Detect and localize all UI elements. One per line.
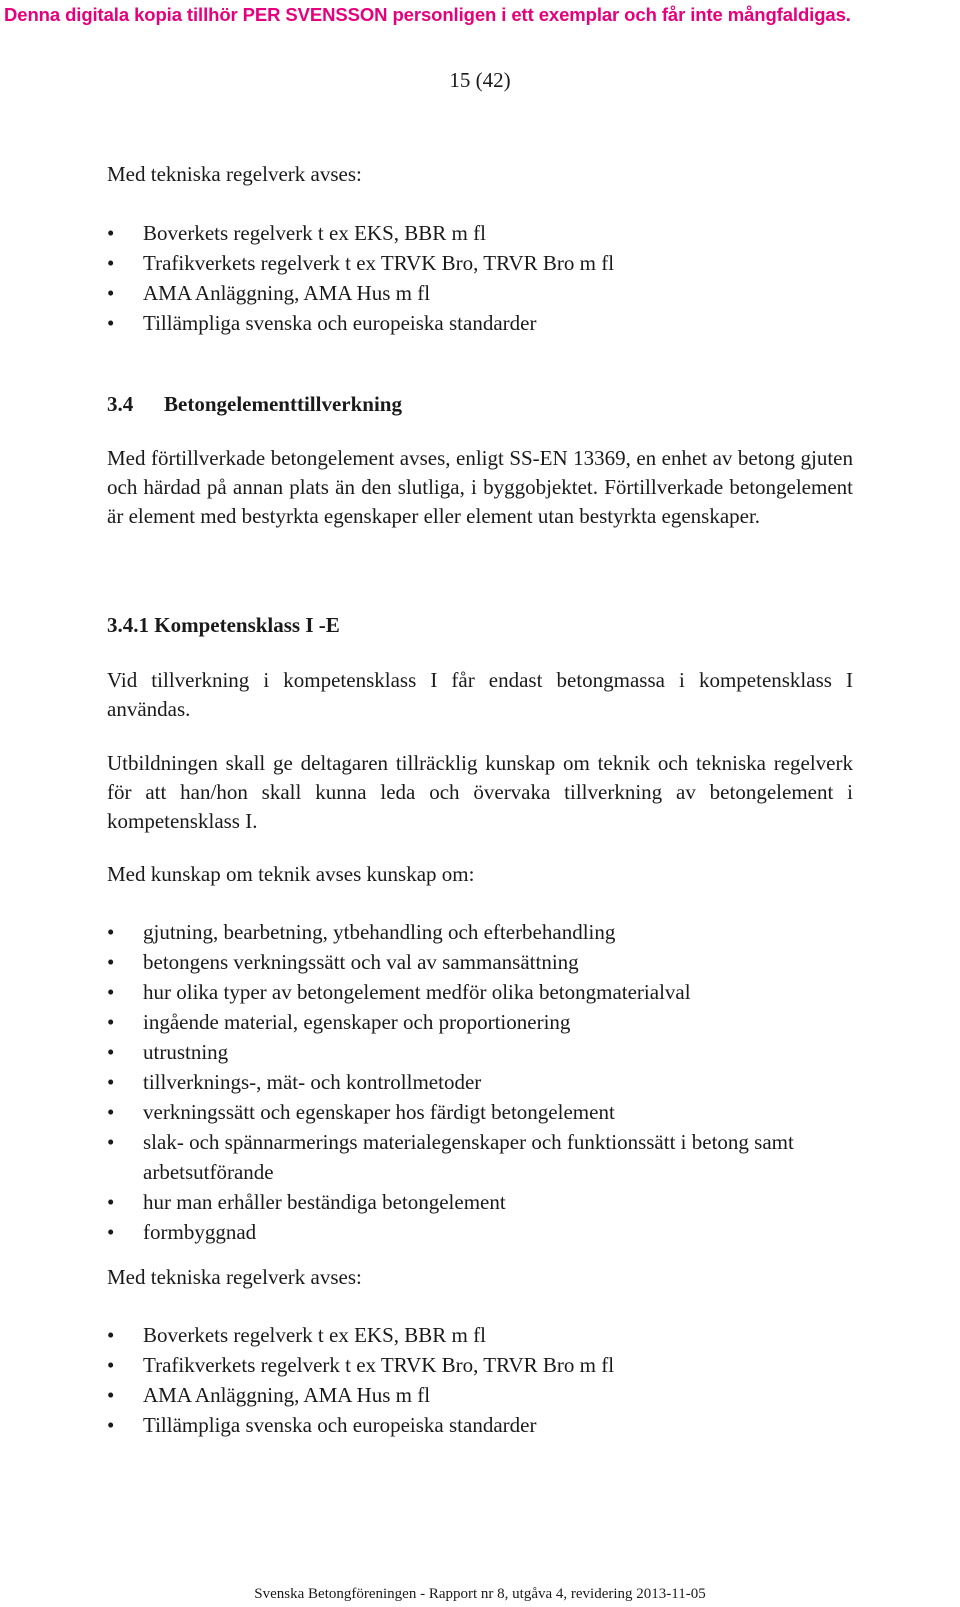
list-item — [107, 308, 853, 338]
list-item-text: ingående material, egenskaper och proportionering — [143, 1010, 571, 1034]
list-item-text: hur olika typer av betongelement medför olika betongmaterialval — [143, 980, 691, 1004]
bullet-icon: • — [107, 920, 115, 944]
bullet-icon: • — [107, 1353, 115, 1377]
list-item — [107, 1067, 853, 1097]
list-item — [107, 1320, 853, 1350]
list-item-text: slak- och spännarmerings materialegenskaper och funktionssätt i betong samt arbetsutförande — [143, 1130, 794, 1184]
teknik-label: Med kunskap om teknik avses kunskap om: — [107, 862, 475, 886]
list-item-text: tillverknings-, mät- och kontrollmetoder — [143, 1070, 482, 1094]
list-item-text: formbyggnad — [143, 1220, 257, 1244]
bullet-icon: • — [107, 311, 115, 335]
list-item — [107, 1410, 853, 1440]
watermark-notice: Denna digitala kopia tillhör PER SVENSSON personligen i ett exemplar och får inte mångfaldigas. — [4, 4, 851, 25]
bullet-icon: • — [107, 1100, 115, 1124]
bullet-icon: • — [107, 1413, 115, 1437]
bullet-icon: • — [107, 1190, 115, 1214]
subsection-paragraph2-block — [107, 749, 853, 836]
list-item — [107, 1217, 853, 1247]
list-item-text: gjutning, bearbetning, ytbehandling och efterbehandling — [143, 920, 616, 944]
subsection-paragraph1-block — [107, 666, 853, 724]
teknik-list — [107, 917, 853, 1247]
regelverk-label-block — [107, 1263, 853, 1292]
bullet-icon: • — [107, 950, 115, 974]
bullet-icon: • — [107, 1010, 115, 1034]
bullet-icon: • — [107, 1040, 115, 1064]
list-item-text: Tillämpliga svenska och europeiska standarder — [143, 1413, 537, 1437]
list-item — [107, 1037, 853, 1067]
bullet-icon: • — [107, 1070, 115, 1094]
list-item-text: Tillämpliga svenska och europeiska standarder — [143, 311, 537, 335]
bullet-icon: • — [107, 1323, 115, 1347]
section-paragraph: Med förtillverkade betongelement avses, enligt SS-EN 13369, en enhet av betong gjuten och härdad på annan plats än den slutliga, i byggobjektet. Förtillverkade betongelement är element med bestyrkta egenskaper eller element utan bestyrkta egenskaper. — [107, 446, 853, 528]
regelverk-label: Med tekniska regelverk avses: — [107, 1265, 362, 1289]
list-item-text: Trafikverkets regelverk t ex TRVK Bro, TRVR Bro m fl — [143, 1353, 615, 1377]
bullet-icon: • — [107, 281, 115, 305]
list-item-text: utrustning — [143, 1040, 229, 1064]
section-paragraph-block — [107, 444, 853, 531]
list-item — [107, 1350, 853, 1380]
subsection-paragraph-2: Utbildningen skall ge deltagaren tillräcklig kunskap om teknik och tekniska regelverk för att han/hon skall kunna leda och övervaka tillverkning av betongelement i kompetensklass I. — [107, 751, 853, 833]
list-item — [107, 1127, 853, 1187]
subsection-heading-block — [107, 611, 853, 640]
list-item — [107, 278, 853, 308]
bullet-icon: • — [107, 221, 115, 245]
bullet-icon: • — [107, 1383, 115, 1407]
list-item — [107, 248, 853, 278]
bullet-icon: • — [107, 251, 115, 275]
bullet-icon: • — [107, 1220, 115, 1244]
subsection-paragraph-1: Vid tillverkning i kompetensklass I får endast betongmassa i kompetensklass I användas. — [107, 668, 853, 721]
list-item-text: Boverkets regelverk t ex EKS, BBR m fl — [143, 1323, 486, 1347]
list-item — [107, 977, 853, 1007]
list-item — [107, 1380, 853, 1410]
section-number: 3.4 — [107, 392, 134, 416]
list-item — [107, 1097, 853, 1127]
list-item — [107, 917, 853, 947]
list-item-text: AMA Anläggning, AMA Hus m fl — [143, 281, 431, 305]
list-item-text: Boverkets regelverk t ex EKS, BBR m fl — [143, 221, 486, 245]
intro-list-block — [107, 218, 853, 338]
list-item — [107, 1187, 853, 1217]
list-item-text: hur man erhåller beständiga betongelement — [143, 1190, 506, 1214]
bullet-icon: • — [107, 980, 115, 1004]
page-number: 15 (42) — [449, 68, 511, 92]
list-item-text: AMA Anläggning, AMA Hus m fl — [143, 1383, 431, 1407]
teknik-label-block — [107, 860, 853, 889]
list-item-text: betongens verkningssätt och val av sammansättning — [143, 950, 579, 974]
list-item — [107, 1007, 853, 1037]
section-title: Betongelementtillverkning — [164, 392, 402, 416]
intro-label: Med tekniska regelverk avses: — [107, 162, 362, 186]
subsection-heading: 3.4.1 Kompetensklass I -E — [107, 613, 340, 637]
list-item-text: verkningssätt och egenskaper hos färdigt betongelement — [143, 1100, 615, 1124]
intro-regelverk-block — [107, 160, 853, 189]
regelverk-list — [107, 1320, 853, 1440]
list-item — [107, 947, 853, 977]
list-item — [107, 218, 853, 248]
bullet-icon: • — [107, 1130, 115, 1154]
regelverk-list-block — [107, 1320, 853, 1440]
intro-regelverk-list — [107, 218, 853, 338]
teknik-list-block — [107, 917, 853, 1247]
section-heading-block — [107, 390, 853, 419]
page-footer: Svenska Betongföreningen - Rapport nr 8, utgåva 4, revidering 2013-11-05 — [254, 1586, 706, 1602]
section-heading — [107, 390, 853, 419]
list-item-text: Trafikverkets regelverk t ex TRVK Bro, TRVR Bro m fl — [143, 251, 615, 275]
